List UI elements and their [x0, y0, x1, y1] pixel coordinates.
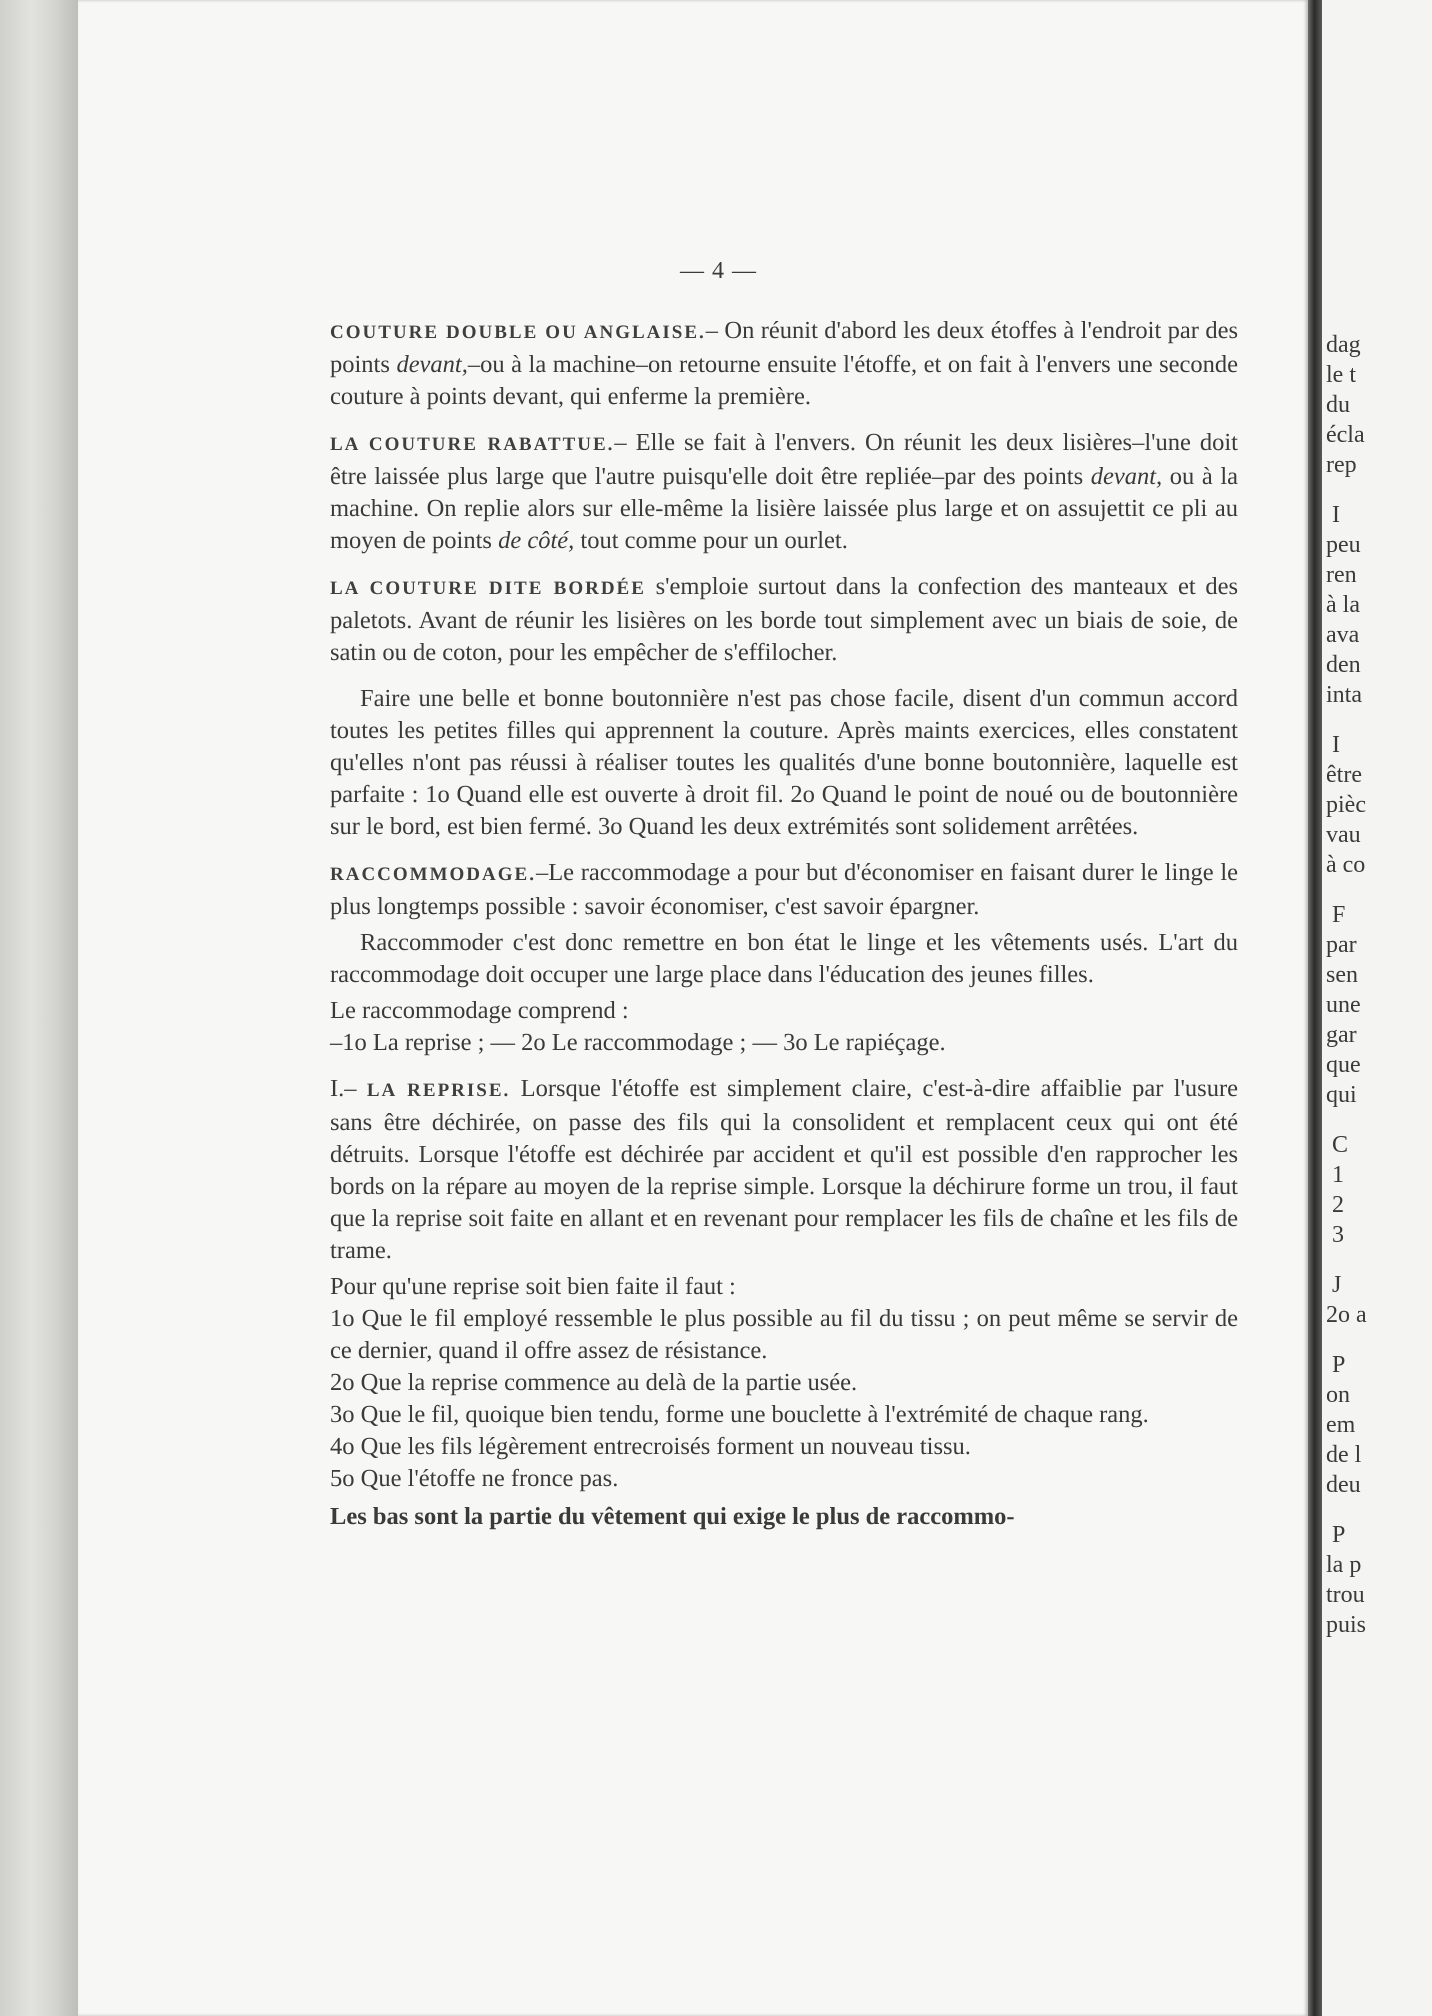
- paragraph-text: – On réunit d'abord les deux étoffes à l'endroit par des points: [330, 317, 1238, 378]
- facing-page-line: I: [1332, 502, 1340, 528]
- paragraph-text: ou à la machine. On replie alors sur elle-même la lisière laissée plus large et on assujettit ce pli au moyen de points: [330, 463, 1239, 554]
- list-item-text: 2o Que la reprise commence au delà de la partie usée.: [330, 1369, 858, 1396]
- section-heading: LA COUTURE DITE BORDÉE: [330, 578, 646, 599]
- paragraph-list-types: [330, 1027, 1238, 1059]
- list-item-3: [330, 1399, 1238, 1431]
- section-heading: COUTURE DOUBLE OU ANGLAISE.: [330, 322, 706, 343]
- facing-page-line: deu: [1326, 1472, 1361, 1498]
- facing-page-line: la p: [1326, 1552, 1362, 1578]
- facing-page-line: une: [1326, 992, 1361, 1018]
- facing-page-line: dag: [1326, 332, 1361, 358]
- facing-page-line: à la: [1326, 592, 1360, 618]
- paragraph-text: Le raccommodage comprend :: [330, 997, 629, 1024]
- facing-page-line: par: [1326, 932, 1357, 958]
- facing-page-line: vau: [1326, 822, 1361, 848]
- paragraph-text: Les bas sont la partie du vêtement qui exige le plus de raccommo-: [330, 1503, 1015, 1530]
- facing-page-line: I: [1332, 732, 1340, 758]
- paragraph-text: Lorsque l'étoffe est simplement claire, c'est-à-dire affaiblie par l'usure sans être déchirée, on passe des fils qui la consolident et remplacent ceux qui ont été détruits. Lorsque l'étoffe est déchirée par accident et qu'il est possible d'en rapprocher les bords on la répare au moyen de la reprise simple. Lorsque la déchirure forme un trou, il faut que la reprise soit faite en allant et en revenant pour remplacer les fils de chaîne et les fils de trame.: [330, 1075, 1238, 1264]
- facing-page-line: 3: [1332, 1222, 1344, 1248]
- paragraph-text: –ou à la machine–on retourne ensuite l'étoffe, et on fait à l'envers une seconde couture à points devant, qui enferme la première.: [330, 351, 1239, 410]
- paragraph-raccommodage: [330, 857, 1238, 923]
- section-heading: LA REPRISE.: [366, 1080, 511, 1101]
- facing-page-line: du: [1326, 392, 1350, 418]
- paragraph-il-faut: [330, 1271, 1238, 1303]
- facing-page-line: inta: [1326, 682, 1362, 708]
- paragraph-text: tout comme pour un ourlet.: [574, 527, 848, 554]
- facing-page-line: J: [1332, 1272, 1342, 1298]
- book-gutter: [1308, 0, 1322, 2016]
- facing-page-line: rep: [1326, 452, 1357, 478]
- facing-page-line: P: [1332, 1352, 1346, 1378]
- italic-term: de côté,: [498, 527, 575, 554]
- facing-page-line: puis: [1326, 1612, 1367, 1638]
- facing-page-line: peu: [1326, 532, 1361, 558]
- italic-term: devant,: [396, 351, 468, 378]
- paragraph-comprend: [330, 995, 1238, 1027]
- paragraph-couture-bordee: [330, 571, 1238, 669]
- facing-page-line: F: [1332, 902, 1346, 928]
- body-text: [330, 315, 1238, 1547]
- section-heading: LA COUTURE RABATTUE.: [330, 434, 615, 455]
- paragraph-text: Pour qu'une reprise soit bien faite il faut :: [330, 1273, 736, 1300]
- paragraph-text: Raccommoder c'est donc remettre en bon état le linge et les vêtements usés. L'art du raccommodage doit occuper une large place dans l'éducation des jeunes filles.: [330, 929, 1238, 988]
- facing-page-line: P: [1332, 1522, 1346, 1548]
- paragraph-text: Faire une belle et bonne boutonnière n'est pas chose facile, disent d'un commun accord toutes les petites filles qui apprennent la couture. Après maints exercices, elles constatent qu'elles n'ont pas réussi à réaliser toutes les qualités d'une bonne boutonnière, laquelle est parfaite : 1o Quand elle est ouverte à droit fil. 2o Quand le point de noué ou de boutonnière sur le bord, est bien fermé. 3o Quand les deux extrémités sont solidement arrêtées.: [330, 685, 1238, 840]
- left-page-edge: [0, 0, 78, 2016]
- facing-page-line: pièc: [1326, 792, 1366, 818]
- facing-page-line: den: [1326, 652, 1361, 678]
- paragraph-text: – Elle se fait à l'envers. On réunit les deux lisières–l'une doit être laissée plus large que l'autre puisqu'elle doit être repliée–par des points: [330, 429, 1238, 490]
- paragraph-couture-rabattue: [330, 427, 1238, 557]
- facing-page: [1322, 0, 1432, 2016]
- paragraph-text: –Le raccommodage a pour but d'économiser en faisant durer le linge le plus longtemps possible : savoir économiser, c'est savoir épargner.: [330, 859, 1238, 920]
- facing-page-line: le t: [1326, 362, 1356, 388]
- facing-page-line: qui: [1326, 1082, 1357, 1108]
- facing-page-line: ren: [1326, 562, 1357, 588]
- paragraph-la-reprise: [330, 1073, 1238, 1267]
- facing-page-line: C: [1332, 1132, 1349, 1158]
- section-heading: RACCOMMODAGE.: [330, 864, 536, 885]
- facing-page-line: écla: [1326, 422, 1365, 448]
- list-item-text: 4o Que les fils légèrement entrecroisés forment un nouveau tissu.: [330, 1433, 971, 1460]
- facing-page-line: gar: [1326, 1022, 1357, 1048]
- paragraph-raccommoder: [330, 927, 1238, 991]
- facing-page-line: 2o a: [1326, 1302, 1367, 1328]
- facing-page-line: 1: [1332, 1162, 1344, 1188]
- list-item-1: [330, 1303, 1238, 1367]
- facing-page-line: 2: [1332, 1192, 1344, 1218]
- paragraph-text: s'emploie surtout dans la confection des manteaux et des paletots. Avant de réunir les lisières on les borde tout simplement avec un biais de soie, de satin ou de coton, pour les empêcher de s'effilocher.: [330, 573, 1238, 666]
- list-item-text: 5o Que l'étoffe ne fronce pas.: [330, 1465, 619, 1492]
- list-item-4: [330, 1431, 1238, 1463]
- italic-term: devant,: [1090, 463, 1163, 490]
- page-number: — 4 —: [680, 258, 757, 284]
- facing-page-line: de l: [1326, 1442, 1362, 1468]
- facing-page-line: à co: [1326, 852, 1366, 878]
- paragraph-couture-double: [330, 315, 1238, 413]
- facing-page-line: être: [1326, 762, 1362, 788]
- facing-page-line: on: [1326, 1382, 1350, 1408]
- facing-page-line: sen: [1326, 962, 1358, 988]
- list-item-5: [330, 1463, 1238, 1495]
- list-item-text: 1o Que le fil employé ressemble le plus possible au fil du tissu ; on peut même se servir de ce dernier, quand il offre assez de résistance.: [330, 1305, 1238, 1364]
- paragraph-boutonniere: [330, 683, 1238, 843]
- facing-page-line: em: [1326, 1412, 1356, 1438]
- section-number: I.–: [330, 1075, 367, 1102]
- facing-page-line: trou: [1326, 1582, 1365, 1608]
- paragraph-text: –1o La reprise ; — 2o Le raccommodage ; — 3o Le rapiéçage.: [330, 1029, 946, 1056]
- facing-page-line: que: [1326, 1052, 1361, 1078]
- paragraph-les-bas: [330, 1501, 1238, 1533]
- list-item-text: 3o Que le fil, quoique bien tendu, forme une bouclette à l'extrémité de chaque rang.: [330, 1401, 1149, 1428]
- list-item-2: [330, 1367, 1238, 1399]
- facing-page-line: ava: [1326, 622, 1360, 648]
